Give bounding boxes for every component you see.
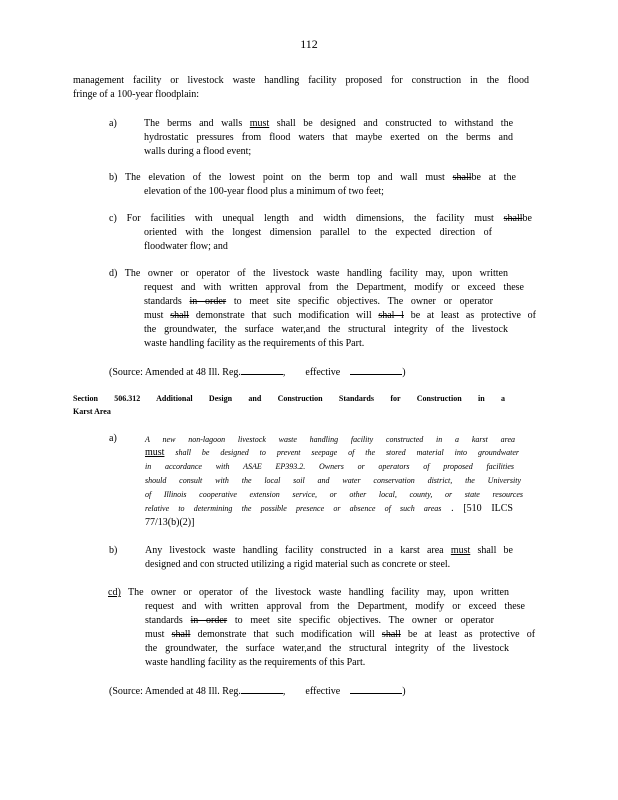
item-c-line-1: c) For facilities with unequal length and width dimensions, the facility must shallbe [109, 213, 532, 224]
karst-a-line-6: relative to determining the possible presence or absence of such areas . [510 ILCS [145, 503, 513, 514]
item-d-line-1: d) The owner or operator of the livestock waste handling facility may, upon written [109, 268, 508, 279]
blank-reg [241, 684, 283, 694]
item-a-line-3: walls during a flood event; [144, 146, 252, 157]
karst-a-line-3: in accordance with ASAE EP393.2. Owners or operators of proposed facilities [145, 462, 514, 471]
item-d-line-2: request and with written approval from the Department, modify or exceed these [144, 282, 524, 293]
intro-line-2: fringe of a 100-year floodplain: [73, 89, 200, 100]
section-heading-line-2: Karst Area [73, 407, 111, 416]
blank-effective [350, 684, 402, 694]
item-a-line-2: hydrostatic pressures from flood waters that maybe exerted on the berms and [144, 132, 513, 143]
karst-cd-line-6: waste handling facility as the requirements of this Part. [145, 657, 366, 668]
inserted-must: must [145, 447, 165, 458]
item-a-line-1: The berms and walls must shall be designed and constructed to withstand the [144, 118, 514, 129]
karst-cd-line-4: must shall demonstrate that such modification will shall be at least as protective of [145, 629, 536, 640]
item-c-line-2: oriented with the longest dimension parallel to the expected direction of [144, 227, 492, 238]
deleted-in-order: in order [189, 296, 227, 307]
inserted-must: must [450, 545, 471, 556]
karst-b-line-2: designed and con structed utilizing a rigid material such as concrete or steel. [145, 559, 451, 570]
item-b-line-2: elevation of the 100-year flood plus a minimum of two feet; [144, 186, 384, 197]
deleted-in-order: in order [190, 615, 228, 626]
item-d-line-4: must shall demonstrate that such modification will shal l be at least as protective of [144, 310, 536, 321]
karst-a-line-5: of Illinois cooperative extension service, or other local, county, or state resources [145, 490, 523, 499]
karst-a-line-4: should consult with the local soil and water conservation district, the University [145, 476, 521, 485]
deleted-shall: shall [503, 213, 523, 224]
deleted-shall: shall [170, 310, 190, 321]
deleted-shall: shall [171, 629, 191, 640]
karst-cd-line-3: standards in order to meet site specific objectives. The owner or operator [145, 615, 494, 626]
deleted-shall: shall [381, 629, 401, 640]
intro-line-1: management facility or livestock waste handling facility proposed for construction in the flood [73, 75, 529, 86]
source-note-1: (Source: Amended at 48 Ill. Reg. , effective ) [109, 367, 406, 378]
item-b-line-1: b) The elevation of the lowest point on the berm top and wall must shallbe at the [109, 172, 516, 183]
inserted-must: must [249, 118, 270, 129]
karst-a-label: a) [109, 433, 117, 444]
inserted-c: cd) [108, 587, 121, 598]
page-number: 112 [300, 37, 318, 51]
karst-a-line-1: A new non-lagoon livestock waste handling facility constructed in a karst area [145, 435, 515, 444]
item-c-line-3: floodwater flow; and [144, 241, 228, 252]
karst-a-line-2: must shall be designed to prevent seepage of the stored material into groundwater [145, 447, 519, 458]
karst-a-line-7: 77/13(b)(2)] [145, 517, 195, 528]
section-heading: Section 506.312 Additional Design and Construction Standards for Construction in a [73, 394, 505, 403]
item-d-line-6: waste handling facility as the requirements of this Part. [144, 338, 365, 349]
karst-cd-line-2: request and with written approval from the Department, modify or exceed these [145, 601, 525, 612]
deleted-shall: shal l [378, 310, 404, 321]
karst-b-line-1: Any livestock waste handling facility constructed in a karst area must shall be [145, 545, 513, 556]
source-note-2: (Source: Amended at 48 Ill. Reg. , effective ) [109, 686, 406, 697]
item-a-label: a) [109, 118, 117, 129]
deleted-shall: shall [452, 172, 472, 183]
karst-cd-line-5: the groundwater, the surface water,and the structural integrity of the livestock [145, 643, 509, 654]
karst-b-label: b) [109, 545, 118, 556]
karst-cd-line-1: cd) The owner or operator of the livestock waste handling facility may, upon written [108, 587, 509, 598]
blank-effective [350, 365, 402, 375]
item-d-line-3: standards in order to meet site specific objectives. The owner or operator [144, 296, 493, 307]
item-d-line-5: the groundwater, the surface water,and the structural integrity of the livestock [144, 324, 508, 335]
blank-reg [241, 365, 283, 375]
